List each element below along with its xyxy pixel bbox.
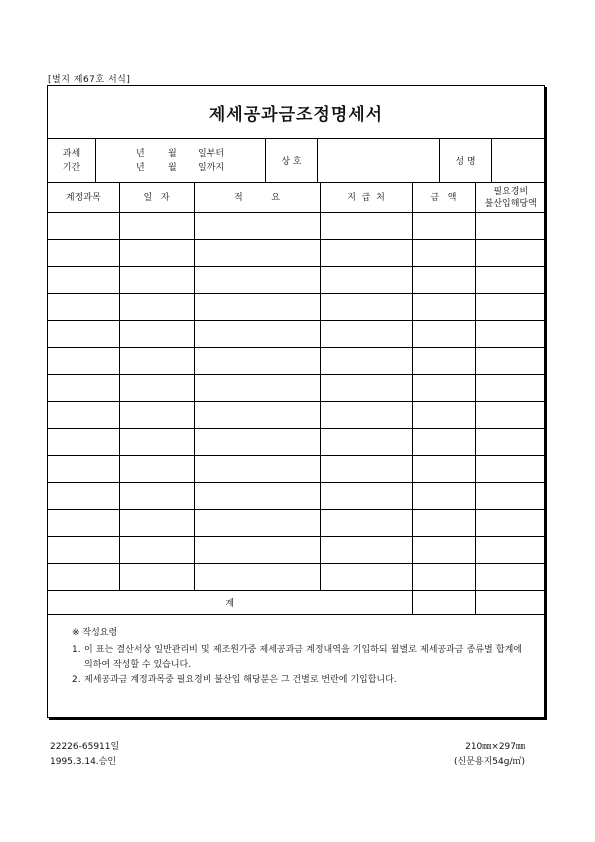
header-info-row <box>48 139 544 183</box>
table-cell[interactable] <box>119 213 194 240</box>
table-row <box>48 267 546 294</box>
company-name-field[interactable] <box>318 139 440 182</box>
table-cell[interactable] <box>475 213 546 240</box>
table-row <box>48 402 546 429</box>
table-cell[interactable] <box>48 375 119 402</box>
table-cell[interactable] <box>412 267 475 294</box>
table-cell[interactable] <box>475 537 546 564</box>
table-cell[interactable] <box>194 294 320 321</box>
table-cell[interactable] <box>48 456 119 483</box>
table-cell[interactable] <box>475 510 546 537</box>
col-date-header: 일 자 <box>119 183 194 213</box>
table-cell[interactable] <box>119 456 194 483</box>
table-cell[interactable] <box>320 429 412 456</box>
table-cell[interactable] <box>412 213 475 240</box>
table-row <box>48 537 546 564</box>
table-cell[interactable] <box>412 564 475 591</box>
table-row <box>48 321 546 348</box>
table-cell[interactable] <box>412 294 475 321</box>
paper-size-info: 210㎜×297㎜ (신문용지54g/㎡) <box>454 742 525 767</box>
table-row <box>48 429 546 456</box>
table-row <box>48 564 546 591</box>
table-cell[interactable] <box>320 321 412 348</box>
table-row <box>48 294 546 321</box>
table-cell[interactable] <box>320 537 412 564</box>
table-cell[interactable] <box>320 510 412 537</box>
instruction-item: 1. 이 표는 결산서상 일반관리비 및 제조원가중 제세공과금 계정내역을 기입하되 월별로 제세공과금 종류별 합계에 의하여 작성할 수 있습니다. <box>72 645 522 670</box>
representative-name-label: 성 명 <box>440 139 492 182</box>
table-cell[interactable] <box>412 483 475 510</box>
table-cell[interactable] <box>475 564 546 591</box>
form-code-info: 22226-65911일 1995.3.14.승인 <box>50 742 120 767</box>
table-cell[interactable] <box>194 402 320 429</box>
table-cell[interactable] <box>412 402 475 429</box>
table-cell[interactable] <box>412 240 475 267</box>
table-cell[interactable] <box>119 537 194 564</box>
table-cell[interactable] <box>119 348 194 375</box>
table-cell[interactable] <box>475 240 546 267</box>
instruction-item: 2. 제세공과금 계정과목중 필요경비 불산입 해당분은 그 건별로 번란에 기입합니다. <box>72 675 397 685</box>
table-cell[interactable] <box>48 240 119 267</box>
table-cell[interactable] <box>320 294 412 321</box>
table-cell[interactable] <box>48 429 119 456</box>
table-cell[interactable] <box>475 348 546 375</box>
table-cell[interactable] <box>48 564 119 591</box>
table-cell[interactable] <box>412 456 475 483</box>
table-cell[interactable] <box>320 213 412 240</box>
table-cell[interactable] <box>48 321 119 348</box>
table-cell[interactable] <box>194 429 320 456</box>
table-cell[interactable] <box>119 402 194 429</box>
table-cell[interactable] <box>48 537 119 564</box>
table-cell[interactable] <box>119 483 194 510</box>
table-cell[interactable] <box>412 429 475 456</box>
table-cell[interactable] <box>475 456 546 483</box>
table-cell[interactable] <box>475 267 546 294</box>
table-header-row <box>48 183 546 213</box>
col-amount-header: 금 액 <box>412 183 475 213</box>
col-account-header: 계정과목 <box>48 183 119 213</box>
col-description-header: 적 요 <box>194 183 320 213</box>
company-name-label: 상 호 <box>266 139 318 182</box>
table-cell[interactable] <box>194 267 320 294</box>
table-cell[interactable] <box>119 564 194 591</box>
table-cell[interactable] <box>475 429 546 456</box>
table-cell[interactable] <box>194 213 320 240</box>
form-title: 제세공과금조정명세서 <box>48 86 544 139</box>
table-cell[interactable] <box>119 429 194 456</box>
table-cell[interactable] <box>48 348 119 375</box>
representative-name-field[interactable] <box>492 139 546 182</box>
tax-period-label: 과세 기간 <box>48 139 96 182</box>
table-row <box>48 456 546 483</box>
table-cell[interactable] <box>412 510 475 537</box>
table-row <box>48 348 546 375</box>
table-cell[interactable] <box>194 321 320 348</box>
table-cell[interactable] <box>119 240 194 267</box>
total-label: 계 <box>48 591 412 615</box>
table-row <box>48 375 546 402</box>
table-cell[interactable] <box>48 294 119 321</box>
table-cell[interactable] <box>412 537 475 564</box>
table-cell[interactable] <box>475 483 546 510</box>
instructions <box>48 606 544 688</box>
table-cell[interactable] <box>48 213 119 240</box>
table-cell[interactable] <box>119 510 194 537</box>
table-cell[interactable] <box>320 483 412 510</box>
table-cell[interactable] <box>475 375 546 402</box>
table-cell[interactable] <box>194 348 320 375</box>
instructions-heading: ※ 작성요령 <box>72 628 118 638</box>
table-cell[interactable] <box>475 321 546 348</box>
table-row <box>48 240 546 267</box>
table-cell[interactable] <box>48 267 119 294</box>
table-cell[interactable] <box>475 402 546 429</box>
tax-period-dates[interactable]: 년 월 일부터 년 월 일까지 <box>96 139 266 182</box>
table-cell[interactable] <box>119 375 194 402</box>
table-cell[interactable] <box>320 564 412 591</box>
table-cell[interactable] <box>119 294 194 321</box>
table-cell[interactable] <box>119 321 194 348</box>
table-cell[interactable] <box>412 375 475 402</box>
table-cell[interactable] <box>320 267 412 294</box>
table-row <box>48 213 546 240</box>
table-cell[interactable] <box>194 510 320 537</box>
table-cell[interactable] <box>194 564 320 591</box>
table-cell[interactable] <box>320 456 412 483</box>
table-cell[interactable] <box>48 402 119 429</box>
col-payee-header: 지 급 처 <box>320 183 412 213</box>
table-row <box>48 483 546 510</box>
table-cell[interactable] <box>412 321 475 348</box>
table-cell[interactable] <box>320 375 412 402</box>
col-nondeductible-header: 필요경비 불산입해당액 <box>475 183 546 213</box>
table-cell[interactable] <box>475 294 546 321</box>
table-cell[interactable] <box>119 267 194 294</box>
table-cell[interactable] <box>194 240 320 267</box>
table-cell[interactable] <box>320 348 412 375</box>
tax-detail-table <box>48 183 546 615</box>
table-cell[interactable] <box>320 402 412 429</box>
table-cell[interactable] <box>194 483 320 510</box>
table-row <box>48 510 546 537</box>
table-cell[interactable] <box>194 537 320 564</box>
form-number-label: [별지 제67호 서식] <box>48 75 131 85</box>
table-cell[interactable] <box>194 375 320 402</box>
table-cell[interactable] <box>194 456 320 483</box>
table-cell[interactable] <box>412 348 475 375</box>
table-cell[interactable] <box>48 510 119 537</box>
table-cell[interactable] <box>48 483 119 510</box>
statement-form <box>47 85 545 718</box>
table-cell[interactable] <box>320 240 412 267</box>
